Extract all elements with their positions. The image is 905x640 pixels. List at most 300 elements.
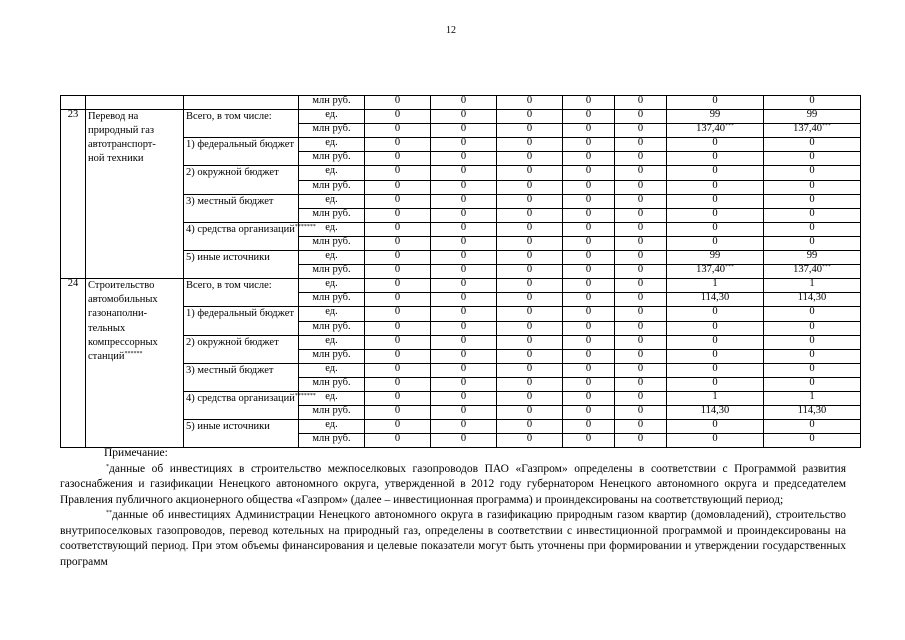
note-item bbox=[60, 508, 846, 570]
value-cell bbox=[667, 166, 764, 180]
value-text: 0 bbox=[712, 320, 718, 332]
value-cell bbox=[497, 293, 563, 307]
value-cell bbox=[667, 377, 764, 391]
notes-section bbox=[60, 446, 846, 570]
value-cell bbox=[365, 110, 431, 124]
value-text: 0 bbox=[460, 207, 467, 219]
value-text: 0 bbox=[637, 179, 644, 191]
value-text: 0 bbox=[526, 165, 533, 177]
value-text: 0 bbox=[637, 376, 644, 388]
value-cell bbox=[497, 152, 563, 166]
value-cell bbox=[497, 420, 563, 434]
value-text: 0 bbox=[394, 376, 401, 388]
value-cell bbox=[365, 321, 431, 335]
unit-cell: млн руб. bbox=[299, 377, 365, 391]
value-text: 0 bbox=[460, 362, 467, 374]
value-cell bbox=[667, 236, 764, 250]
value-cell bbox=[365, 236, 431, 250]
value-text: 137,40 bbox=[696, 123, 725, 135]
unit-cell: ед. bbox=[299, 138, 365, 152]
value-text: 0 bbox=[394, 419, 401, 431]
value-text: 0 bbox=[637, 221, 644, 233]
value-cell bbox=[431, 377, 497, 391]
notes-title: Примечание: bbox=[104, 447, 168, 459]
value-text: 0 bbox=[585, 376, 592, 388]
value-text: 0 bbox=[809, 376, 815, 388]
value-text: 0 bbox=[809, 433, 815, 445]
value-text: 0 bbox=[526, 235, 533, 247]
value-text: 0 bbox=[712, 221, 718, 233]
value-cell bbox=[431, 138, 497, 152]
measure-name-line: Перевод на bbox=[88, 111, 139, 123]
value-cell bbox=[615, 420, 667, 434]
value-cell bbox=[764, 124, 861, 138]
unit-cell: ед. bbox=[299, 363, 365, 377]
value-cell bbox=[431, 406, 497, 420]
value-text: 0 bbox=[526, 419, 533, 431]
value-text: 0 bbox=[526, 306, 533, 318]
value-text: 0 bbox=[585, 334, 592, 346]
value-cell bbox=[615, 222, 667, 236]
value-cell bbox=[615, 166, 667, 180]
value-text: 0 bbox=[394, 292, 401, 304]
value-text: 0 bbox=[809, 306, 815, 318]
value-text: 0 bbox=[637, 109, 644, 121]
table-row bbox=[61, 110, 861, 124]
value-cell bbox=[764, 293, 861, 307]
funding-source bbox=[184, 391, 316, 419]
value-text: 0 bbox=[585, 433, 592, 445]
funding-source-label: 5) иные источники bbox=[186, 252, 270, 264]
value-cell bbox=[365, 377, 431, 391]
unit-cell: млн руб. bbox=[299, 236, 365, 250]
value-cell bbox=[667, 406, 764, 420]
value-cell bbox=[497, 166, 563, 180]
value-text: 0 bbox=[460, 292, 467, 304]
value-text: 0 bbox=[637, 362, 644, 374]
value-text: 0 bbox=[526, 405, 533, 417]
unit-cell: ед. bbox=[299, 391, 365, 405]
value-text: 0 bbox=[585, 320, 592, 332]
value-cell bbox=[667, 208, 764, 222]
value-text: 0 bbox=[460, 376, 467, 388]
value-cell bbox=[667, 349, 764, 363]
value-text: 0 bbox=[460, 264, 467, 276]
table-row bbox=[61, 96, 861, 110]
value-cell bbox=[431, 420, 497, 434]
value-text: 0 bbox=[712, 362, 718, 374]
value-cell bbox=[431, 208, 497, 222]
value-text: 0 bbox=[526, 123, 533, 135]
value-text: 0 bbox=[809, 348, 815, 360]
value-cell bbox=[764, 110, 861, 124]
value-text: 0 bbox=[637, 320, 644, 332]
value-cell bbox=[563, 321, 615, 335]
unit-cell: млн руб. bbox=[299, 265, 365, 279]
value-cell bbox=[497, 335, 563, 349]
name-cell-empty bbox=[86, 96, 184, 110]
value-cell bbox=[431, 391, 497, 405]
value-text: 0 bbox=[526, 221, 533, 233]
value-cell bbox=[563, 363, 615, 377]
value-cell bbox=[497, 222, 563, 236]
value-text: 0 bbox=[637, 235, 644, 247]
value-text: 0 bbox=[637, 306, 644, 318]
value-cell: 0 bbox=[667, 96, 764, 110]
value-text: 0 bbox=[460, 193, 467, 205]
value-cell: 0 bbox=[563, 96, 615, 110]
value-text: 0 bbox=[460, 151, 467, 163]
unit-cell: ед. bbox=[299, 279, 365, 293]
value-cell bbox=[563, 307, 615, 321]
value-cell bbox=[667, 279, 764, 293]
funding-source-label: 4) средства организаций bbox=[186, 223, 295, 235]
value-cell bbox=[365, 349, 431, 363]
value-cell bbox=[497, 208, 563, 222]
value-text: 0 bbox=[394, 207, 401, 219]
value-cell bbox=[365, 363, 431, 377]
value-text: 0 bbox=[460, 221, 467, 233]
funding-source-label: Всего, в том числе: bbox=[186, 111, 272, 123]
value-cell bbox=[667, 251, 764, 265]
value-text: 0 bbox=[809, 179, 815, 191]
value-cell bbox=[563, 251, 615, 265]
value-cell bbox=[365, 265, 431, 279]
measure-name-line: автомобильных bbox=[88, 294, 158, 306]
value-text: 0 bbox=[526, 207, 533, 219]
value-cell bbox=[764, 363, 861, 377]
value-cell bbox=[365, 138, 431, 152]
value-text: 0 bbox=[394, 362, 401, 374]
value-text: 0 bbox=[394, 151, 401, 163]
value-cell bbox=[431, 321, 497, 335]
value-text: 0 bbox=[526, 264, 533, 276]
value-cell bbox=[497, 377, 563, 391]
value-text: 0 bbox=[394, 109, 401, 121]
funding-source bbox=[184, 110, 299, 138]
value-text: 0 bbox=[394, 405, 401, 417]
value-cell bbox=[667, 420, 764, 434]
value-cell bbox=[497, 124, 563, 138]
value-cell bbox=[497, 279, 563, 293]
value-text: 0 bbox=[637, 292, 644, 304]
value-text: 0 bbox=[460, 109, 467, 121]
value-cell bbox=[667, 124, 764, 138]
value-cell bbox=[563, 208, 615, 222]
funding-source-label: 3) местный бюджет bbox=[186, 195, 274, 207]
value-cell bbox=[563, 124, 615, 138]
value-cell bbox=[667, 265, 764, 279]
value-text: 0 bbox=[585, 151, 592, 163]
value-cell bbox=[365, 222, 431, 236]
value-text: 0 bbox=[637, 264, 644, 276]
value-cell bbox=[431, 335, 497, 349]
value-text: 0 bbox=[394, 306, 401, 318]
value-text: 0 bbox=[637, 390, 644, 402]
value-cell bbox=[764, 194, 861, 208]
value-text: 0 bbox=[585, 137, 592, 149]
footnote-marker: ******* bbox=[294, 392, 316, 399]
unit-cell: ед. bbox=[299, 335, 365, 349]
value-cell bbox=[365, 194, 431, 208]
value-text: 0 bbox=[394, 390, 401, 402]
measure-name-line: станций bbox=[88, 350, 125, 362]
value-cell bbox=[764, 265, 861, 279]
value-cell: 0 bbox=[431, 96, 497, 110]
value-text: 0 bbox=[526, 151, 533, 163]
value-text: 0 bbox=[460, 320, 467, 332]
value-text: 0 bbox=[585, 306, 592, 318]
note-item bbox=[60, 462, 846, 509]
value-text: 0 bbox=[809, 235, 815, 247]
value-text: 0 bbox=[712, 235, 718, 247]
value-cell bbox=[365, 152, 431, 166]
measure-name-line: ной техники bbox=[88, 153, 144, 165]
value-text: 0 bbox=[637, 123, 644, 135]
value-cell bbox=[365, 180, 431, 194]
value-cell bbox=[563, 194, 615, 208]
value-cell bbox=[667, 194, 764, 208]
value-text: 0 bbox=[526, 250, 533, 262]
value-text: 0 bbox=[637, 334, 644, 346]
footnote-marker: ******* bbox=[294, 223, 316, 230]
value-cell bbox=[365, 406, 431, 420]
value-text: 0 bbox=[526, 193, 533, 205]
measure-name-line: Строительство bbox=[88, 280, 155, 292]
unit-cell: млн руб. bbox=[299, 293, 365, 307]
funding-source-label: 2) окружной бюджет bbox=[186, 167, 279, 179]
funding-source bbox=[184, 194, 299, 222]
category-cell-empty bbox=[184, 96, 299, 110]
value-cell bbox=[431, 166, 497, 180]
value-text: 0 bbox=[712, 207, 718, 219]
value-text: 0 bbox=[637, 405, 644, 417]
value-cell bbox=[497, 349, 563, 363]
value-text: 0 bbox=[460, 433, 467, 445]
value-cell bbox=[563, 265, 615, 279]
value-cell bbox=[431, 236, 497, 250]
value-cell bbox=[365, 124, 431, 138]
value-cell bbox=[431, 251, 497, 265]
value-text: 0 bbox=[585, 264, 592, 276]
measure-name-line: автотранспорт- bbox=[88, 139, 156, 151]
value-cell bbox=[563, 152, 615, 166]
value-text: 0 bbox=[526, 278, 533, 290]
value-text: 0 bbox=[460, 137, 467, 149]
value-cell bbox=[497, 363, 563, 377]
value-text: 0 bbox=[585, 165, 592, 177]
value-text: 99 bbox=[709, 250, 721, 262]
value-text: 0 bbox=[526, 137, 533, 149]
value-text: 0 bbox=[585, 362, 592, 374]
value-cell bbox=[764, 321, 861, 335]
value-text: 0 bbox=[809, 151, 815, 163]
value-cell bbox=[667, 307, 764, 321]
table-row bbox=[61, 279, 861, 293]
value-text: 0 bbox=[394, 221, 401, 233]
value-text: 0 bbox=[526, 376, 533, 388]
unit-cell: млн руб. bbox=[299, 96, 365, 110]
footnote-marker: *** bbox=[821, 264, 831, 271]
value-cell bbox=[764, 180, 861, 194]
value-cell bbox=[563, 279, 615, 293]
value-cell bbox=[497, 307, 563, 321]
unit-cell: млн руб. bbox=[299, 434, 365, 448]
value-text: 0 bbox=[394, 264, 401, 276]
value-text: 0 bbox=[526, 433, 533, 445]
value-cell bbox=[615, 391, 667, 405]
value-cell bbox=[667, 138, 764, 152]
value-cell bbox=[764, 420, 861, 434]
value-cell bbox=[615, 138, 667, 152]
funding-source bbox=[184, 222, 316, 250]
value-cell bbox=[365, 279, 431, 293]
value-text: 0 bbox=[460, 165, 467, 177]
value-text: 0 bbox=[460, 334, 467, 346]
value-cell bbox=[497, 194, 563, 208]
unit-cell: ед. bbox=[299, 222, 365, 236]
value-text: 1 bbox=[809, 278, 815, 290]
value-text: 0 bbox=[637, 151, 644, 163]
num-cell-empty bbox=[61, 96, 86, 110]
value-text: 114,30 bbox=[797, 405, 827, 417]
funding-source-label: 4) средства организаций bbox=[186, 392, 295, 404]
value-text: 0 bbox=[712, 193, 718, 205]
value-text: 99 bbox=[806, 250, 818, 262]
value-cell bbox=[615, 194, 667, 208]
value-cell bbox=[764, 406, 861, 420]
value-text: 0 bbox=[809, 207, 815, 219]
value-text: 0 bbox=[712, 348, 718, 360]
unit-cell: млн руб. bbox=[299, 208, 365, 222]
note-text: данные об инвестициях Администрации Ненецкого автономного округа в газификацию природным газом квартир (домовладений), строительство внутрипоселковых газопроводов, перевод котельных на природный газ, определены в соответствии с инвестиционной программой и проиндексированы на соответствующий период. При этом объемы финансирования и целевые показатели могут быть уточнены при формировании и утверждении государственных программ bbox=[60, 509, 846, 568]
value-cell bbox=[667, 152, 764, 166]
value-text: 0 bbox=[712, 179, 718, 191]
value-text: 0 bbox=[809, 165, 815, 177]
value-cell bbox=[563, 180, 615, 194]
value-cell bbox=[431, 307, 497, 321]
value-cell bbox=[563, 420, 615, 434]
value-text: 0 bbox=[460, 306, 467, 318]
value-cell bbox=[431, 194, 497, 208]
value-text: 0 bbox=[526, 292, 533, 304]
value-cell bbox=[431, 293, 497, 307]
note-marker: * bbox=[106, 463, 109, 470]
value-text: 0 bbox=[585, 292, 592, 304]
value-cell bbox=[615, 377, 667, 391]
investment-table bbox=[60, 95, 861, 448]
value-cell bbox=[667, 321, 764, 335]
value-cell bbox=[365, 208, 431, 222]
value-cell bbox=[764, 208, 861, 222]
value-cell bbox=[615, 110, 667, 124]
funding-source-label: 5) иные источники bbox=[186, 421, 270, 433]
value-text: 0 bbox=[394, 348, 401, 360]
value-text: 0 bbox=[585, 207, 592, 219]
value-text: 0 bbox=[394, 193, 401, 205]
value-text: 0 bbox=[460, 123, 467, 135]
value-cell bbox=[615, 152, 667, 166]
value-text: 1 bbox=[809, 390, 815, 402]
value-cell bbox=[365, 166, 431, 180]
value-text: 0 bbox=[460, 179, 467, 191]
value-text: 0 bbox=[809, 334, 815, 346]
funding-source bbox=[184, 335, 299, 363]
value-text: 0 bbox=[460, 278, 467, 290]
value-text: 114,30 bbox=[700, 292, 730, 304]
value-text: 0 bbox=[637, 419, 644, 431]
value-text: 0 bbox=[585, 221, 592, 233]
value-text: 0 bbox=[637, 207, 644, 219]
funding-source bbox=[184, 279, 299, 307]
unit-cell: ед. bbox=[299, 307, 365, 321]
value-cell bbox=[431, 279, 497, 293]
value-cell bbox=[764, 152, 861, 166]
value-cell bbox=[365, 391, 431, 405]
value-cell bbox=[615, 124, 667, 138]
funding-source-label: 2) окружной бюджет bbox=[186, 336, 279, 348]
value-cell bbox=[615, 293, 667, 307]
value-text: 0 bbox=[394, 123, 401, 135]
value-cell bbox=[431, 265, 497, 279]
value-text: 114,30 bbox=[797, 292, 827, 304]
value-cell bbox=[497, 110, 563, 124]
value-text: 0 bbox=[394, 320, 401, 332]
funding-source bbox=[184, 420, 299, 448]
unit-cell: ед. bbox=[299, 110, 365, 124]
value-text: 0 bbox=[809, 193, 815, 205]
value-cell bbox=[764, 307, 861, 321]
value-cell bbox=[615, 335, 667, 349]
page-number: 12 bbox=[446, 25, 456, 36]
value-text: 0 bbox=[585, 250, 592, 262]
value-text: 0 bbox=[585, 348, 592, 360]
value-text: 0 bbox=[637, 250, 644, 262]
value-text: 0 bbox=[712, 165, 718, 177]
note-marker: ** bbox=[106, 510, 112, 516]
value-cell bbox=[563, 222, 615, 236]
value-text: 0 bbox=[809, 362, 815, 374]
value-cell bbox=[667, 335, 764, 349]
value-text: 0 bbox=[585, 123, 592, 135]
value-cell bbox=[764, 236, 861, 250]
value-text: 0 bbox=[585, 390, 592, 402]
value-cell bbox=[667, 222, 764, 236]
value-cell: 0 bbox=[365, 96, 431, 110]
value-cell bbox=[365, 293, 431, 307]
value-cell bbox=[764, 335, 861, 349]
value-text: 0 bbox=[637, 165, 644, 177]
value-cell bbox=[764, 166, 861, 180]
measure-name bbox=[86, 279, 184, 448]
unit-cell: млн руб. bbox=[299, 180, 365, 194]
value-text: 137,40 bbox=[793, 123, 822, 135]
value-cell bbox=[497, 406, 563, 420]
value-text: 0 bbox=[637, 137, 644, 149]
funding-source-label: Всего, в том числе: bbox=[186, 280, 272, 292]
funding-source-label: 1) федеральный бюджет bbox=[186, 308, 295, 320]
value-cell bbox=[764, 279, 861, 293]
value-text: 0 bbox=[637, 348, 644, 360]
value-cell bbox=[497, 251, 563, 265]
row-number: 24 bbox=[61, 279, 86, 448]
value-cell bbox=[615, 279, 667, 293]
unit-cell: млн руб. bbox=[299, 152, 365, 166]
value-cell bbox=[563, 377, 615, 391]
measure-name-line: природный газ bbox=[88, 125, 155, 137]
value-text: 0 bbox=[712, 151, 718, 163]
value-text: 1 bbox=[712, 390, 718, 402]
